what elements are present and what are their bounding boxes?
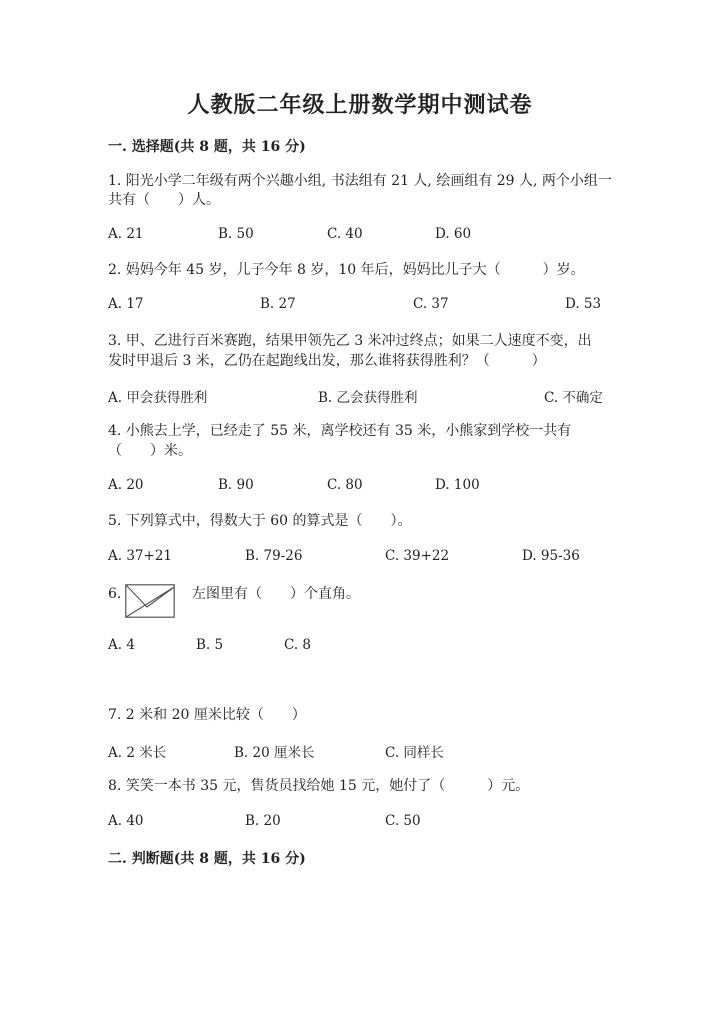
q4-option-c: C. 80 [327, 477, 363, 493]
q8-option-a: A. 40 [108, 813, 144, 829]
section-heading-choice: 一. 选择题(共 8 题，共 16 分) [108, 139, 306, 155]
q1-option-c: C. 40 [327, 226, 363, 242]
question-5-line-1: 5. 下列算式中，得数大于 60 的算式是（ ）。 [108, 513, 412, 529]
q8-option-b: B. 20 [245, 813, 281, 829]
q1-option-a: A. 21 [108, 226, 144, 242]
q1-option-b: B. 50 [218, 226, 254, 242]
q2-option-d: D. 53 [565, 296, 602, 312]
q7-option-b: B. 20 厘米长 [234, 745, 315, 761]
section-heading-judgment: 二. 判断题(共 8 题，共 16 分) [108, 851, 306, 867]
question-7-line-1: 7. 2 米和 20 厘米比较（ ） [108, 707, 306, 723]
question-6-number: 6. [108, 586, 122, 602]
q2-option-a: A. 17 [108, 296, 144, 312]
q4-option-d: D. 100 [435, 477, 480, 493]
q8-option-c: C. 50 [385, 813, 421, 829]
q3-option-b: B. 乙会获得胜利 [318, 390, 418, 406]
question-1-line-2: 共有（ ）人。 [108, 192, 220, 208]
question-6-line-1: 左图里有（ ）个直角。 [192, 586, 360, 602]
question-4-line-2: （ ）米。 [108, 443, 192, 459]
q6-option-b: B. 5 [196, 637, 224, 653]
question-2-line-1: 2. 妈妈今年 45 岁，儿子今年 8 岁，10 年后，妈妈比儿子大（ ）岁。 [108, 262, 585, 278]
q3-option-c: C. 不确定 [544, 390, 603, 406]
q1-option-d: D. 60 [435, 226, 472, 242]
question-3-line-2: 发时甲退后 3 米，乙仍在起跑线出发，那么谁将获得胜利？（ ） [108, 353, 546, 369]
question-4-line-1: 4. 小熊去上学，已经走了 55 米，离学校还有 35 米，小熊家到学校一共有 [108, 423, 572, 439]
q2-option-c: C. 37 [413, 296, 449, 312]
q6-option-c: C. 8 [284, 637, 312, 653]
q4-option-b: B. 90 [218, 477, 254, 493]
q7-option-c: C. 同样长 [385, 745, 444, 761]
q5-option-a: A. 37+21 [108, 548, 172, 564]
q2-option-b: B. 27 [260, 296, 296, 312]
envelope-figure-icon [125, 584, 175, 618]
q5-option-b: B. 79-26 [245, 548, 303, 564]
question-3-line-1: 3. 甲、乙进行百米赛跑，结果甲领先乙 3 米冲过终点；如果二人速度不变，出 [108, 333, 592, 349]
question-8-line-1: 8. 笑笑一本书 35 元，售货员找给她 15 元，她付了（ ）元。 [108, 778, 530, 794]
q3-option-a: A. 甲会获得胜利 [108, 390, 208, 406]
q7-option-a: A. 2 米长 [108, 745, 167, 761]
q5-option-d: D. 95-36 [522, 548, 580, 564]
q4-option-a: A. 20 [108, 477, 144, 493]
q6-option-a: A. 4 [108, 637, 135, 653]
q5-option-c: C. 39+22 [385, 548, 450, 564]
page-title: 人教版二年级上册数学期中测试卷 [187, 92, 533, 118]
question-1-line-1: 1. 阳光小学二年级有两个兴趣小组, 书法组有 21 人, 绘画组有 29 人, 两个小组一 [108, 173, 612, 189]
